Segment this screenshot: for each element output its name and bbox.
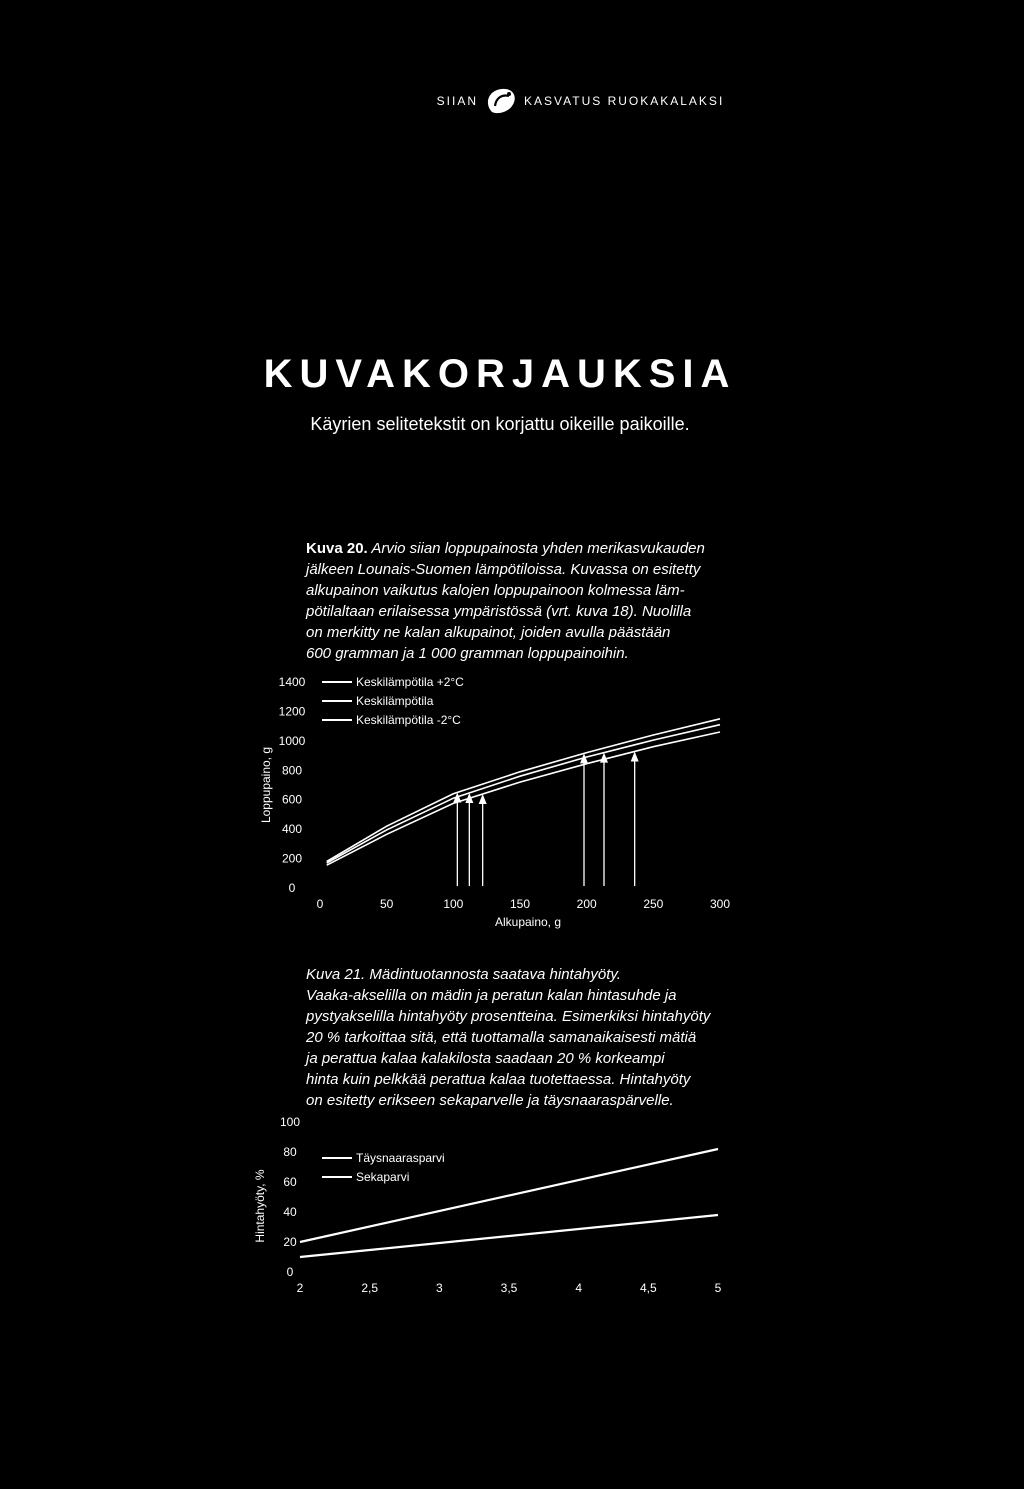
x-tick-label: 100 <box>443 897 464 911</box>
y-tick-label: 40 <box>283 1205 297 1219</box>
y-tick-label: 200 <box>281 851 303 866</box>
caption-line: alkupainon vaikutus kalojen loppupainoon kolmessa läm- <box>306 582 685 599</box>
caption-line: ja perattua kalaa kalakilosta saadaan 20 % korkeampi <box>306 1050 665 1067</box>
y-axis-label: Hintahyöty, % <box>253 1169 267 1243</box>
y-tick-label: 600 <box>281 792 303 807</box>
x-tick-label: 50 <box>379 897 394 911</box>
y-tick-label: 1000 <box>278 733 306 748</box>
figure1-label: Kuva 20. <box>306 540 368 557</box>
y-tick-label: 100 <box>279 1115 301 1129</box>
x-tick-label: 3 <box>435 1281 443 1295</box>
x-tick-label: 4 <box>575 1281 583 1295</box>
header-left-text: SIIAN <box>436 94 478 108</box>
y-tick-label: 0 <box>286 1265 294 1279</box>
caption-line: on esitetty erikseen sekaparvelle ja täysnaaraspärvelle. <box>306 1092 674 1109</box>
legend-label: Täysnaarasparvi <box>356 1151 445 1165</box>
x-tick-label: 4,5 <box>639 1281 657 1295</box>
x-axis-label: Alkupaino, g <box>494 915 562 929</box>
x-tick-label: 150 <box>509 897 531 911</box>
legend-label: Keskilämpötila <box>356 694 434 708</box>
y-axis-label: Loppupaino, g <box>259 746 273 824</box>
y-tick-label: 60 <box>283 1175 297 1189</box>
x-tick-label: 5 <box>714 1281 722 1295</box>
caption-line: jälkeen Lounais-Suomen lämpötiloissa. Kuvassa on esitetty <box>306 561 701 578</box>
y-tick-label: 0 <box>288 881 296 895</box>
x-tick-label: 3,5 <box>500 1281 518 1295</box>
x-tick-label: 0 <box>316 897 324 911</box>
header-right-text: KASVATUS RUOKAKALAKSI <box>524 94 725 108</box>
caption-line: Arvio siian loppupainosta yhden merikasvukauden <box>371 540 705 557</box>
caption-line: pötilaltaan erilaisessa ympäristössä (vrt. kuva 18). Nuolilla <box>306 603 692 620</box>
x-tick-label: 2,5 <box>361 1281 379 1295</box>
y-tick-label: 1200 <box>278 704 306 719</box>
x-tick-label: 2 <box>296 1281 304 1295</box>
y-tick-label: 400 <box>281 822 303 837</box>
caption-line: 600 gramman ja 1 000 gramman loppupainoihin. <box>306 645 629 662</box>
legend-label: Keskilämpötila +2°C <box>356 675 464 689</box>
y-tick-label: 1400 <box>278 675 306 689</box>
legend-label: Sekaparvi <box>356 1170 410 1184</box>
figure2-label: Kuva 21. <box>306 966 366 983</box>
x-tick-label: 300 <box>709 897 731 911</box>
caption-line: hinta kuin pelkkää perattua kalaa tuotettaessa. Hintahyöty <box>306 1071 691 1088</box>
page-subtitle: Käyrien selitetekstit on korjattu oikeille paikoille. <box>310 414 690 434</box>
legend-label: Keskilämpötila -2°C <box>356 713 461 727</box>
caption-line: Vaaka-akselilla on mädin ja peratun kalan hintasuhde ja <box>306 987 677 1004</box>
y-tick-label: 80 <box>283 1145 297 1159</box>
series-line <box>300 1215 718 1257</box>
caption-line: on merkitty ne kalan alkupainot, joiden avulla päästään <box>306 624 671 641</box>
caption-line: 20 % tarkoittaa sitä, että tuottamalla samanaikaisesti mätiä <box>306 1029 697 1046</box>
y-tick-label: 800 <box>281 763 303 778</box>
caption-line: pystyakselilla hintahyöty prosentteina. Esimerkiksi hintahyöty <box>306 1008 711 1025</box>
y-tick-label: 20 <box>283 1235 297 1249</box>
page-title: KUVAKORJAUKSIA <box>263 352 737 396</box>
caption-line: Mädintuotannosta saatava hintahyöty. <box>369 966 621 983</box>
x-tick-label: 200 <box>576 897 597 911</box>
x-tick-label: 250 <box>643 897 664 911</box>
